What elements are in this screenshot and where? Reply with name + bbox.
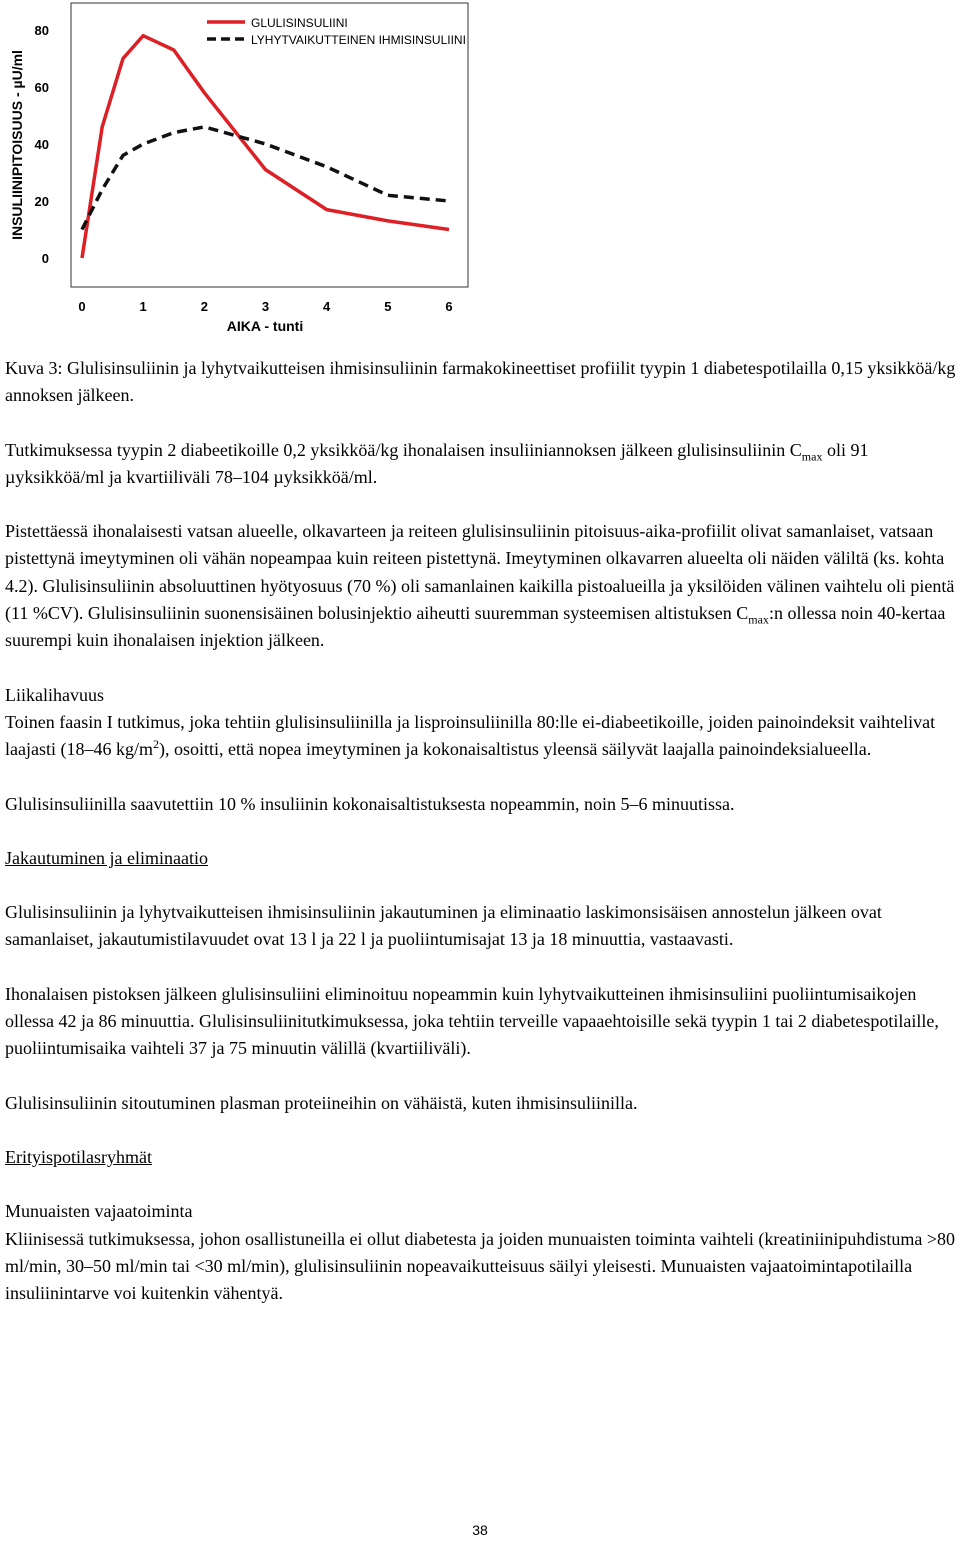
x-tick-label: 1 [139, 299, 147, 314]
heading-special-populations: Erityispotilasryhmät [5, 1146, 152, 1167]
paragraph-injection-sites: Pistettäessä ihonalaisesti vatsan alueelle, olkavarteen ja reiteen glulisinsuliinin pitoisuus-aika-profiilit olivat samanlaiset, vatsaan pistettynä imeytyminen oli vähän nopeampaa kuin reiteen pistettynä. Imeytyminen olkavarren alueelta oli näiden väliltä (ks. kohta 4.2). Glulisinsuliinin absoluuttinen hyötyosuus (70 %) oli samanlainen kaikilla pistoalueilla ja yksilöiden välinen vaihtelu oli pientä (11 %CV). Glulisinsuliinin suonensisäinen bolusinjektio aiheutti suuremman systeemisen altistuksen $C_{max}:n$ ollessa noin 40-kertaa suurempi kuin ihonalaisen injektion jälkeen. [5, 521, 955, 651]
y-tick-label: 20 [34, 194, 49, 209]
y-tick-label: 80 [34, 23, 49, 38]
y-tick-labels [35, 23, 49, 266]
paragraph-cmax: Tutkimuksessa tyypin 2 diabeetikoille 0,2 yksikköä/kg ihonalaisen insuliiniannoksen jälkeen glulisinsuliinin $C_{max}$ oli 91 µyksikköä/ml ja kvartiiliväli 78–104 µyksikköä/ml. [5, 439, 869, 487]
section-obesity: Liikalihavuus Toinen faasin I tutkimus, joka tehtiin glulisinsuliinilla ja lisproinsuliinilla 80:lle ei-diabeetikoille, joiden painoindeksit vaihtelivat laajasti (18–46 $kg/m^2$), osoitti, että nopea imeytyminen ja kokonaisaltistus yleensä säilyvät laajalla painoindeksialueella. [5, 684, 936, 760]
series-line-human-insulin [82, 127, 449, 230]
x-tick-label: 2 [200, 299, 208, 314]
paragraph-exposure: Glulisinsuliinilla saavutettiin 10 % insuliinin kokonaisaltistuksesta nopeammin, noin 5–6 minuutissa. [5, 793, 735, 814]
legend-label-glulisine: GLULISINSULIINI [251, 16, 348, 30]
figure-caption: Kuva 3: Glulisinsuliinin ja lyhytvaikutteisen ihmisinsuliinin farmakokineettiset profiilit tyypin 1 diabetespotilailla 0,15 yksikköä/kg annoksen jälkeen. [5, 358, 956, 406]
x-axis-label: AIKA - tunti [226, 318, 304, 334]
heading-distribution-elimination: Jakautuminen ja eliminaatio [5, 847, 208, 868]
x-tick-label: 6 [445, 299, 453, 314]
subheading-obesity: Liikalihavuus [5, 684, 104, 705]
y-tick-label: 60 [34, 80, 49, 95]
y-tick-label: 0 [41, 251, 49, 266]
y-tick-label: 40 [34, 137, 49, 152]
pk-profile-chart [0, 0, 480, 345]
series-lines [82, 36, 449, 258]
section-renal: Munuaisten vajaatoiminta Kliinisessä tutkimuksessa, johon osallistuneilla ei ollut diabetesta ja joiden munuaisten toiminta vaihteli (kreatiniinipuhdistuma >80 ml/min, 30–50 ml/min tai <30 ml/min), glulisinsuliinin nopeavaikutteisuus säilyi yleisesti. Munuaisten vajaatoimintapotilailla insuliinintarve voi kuitenkin vähentyä. [5, 1201, 956, 1304]
document-body [5, 355, 957, 1334]
x-tick-label: 3 [261, 299, 270, 314]
x-tick-labels [78, 299, 452, 314]
x-tick-label: 4 [323, 299, 331, 314]
paragraph-elimination: Ihonalaisen pistoksen jälkeen glulisinsuliini eliminoituu nopeammin kuin lyhytvaikutteinen ihmisinsuliini puoliintumisaikojen ollessa 42 ja 86 minuuttia. Glulisinsuliinitutkimuksessa, joka tehtiin terveille vapaaehtoisille sekä tyypin 1 tai 2 diabetespotilaille, puoliintumisaika vaihteli 37 ja 75 minuutin välillä (kvartiiliväli). [5, 983, 939, 1059]
x-tick-label: 5 [384, 299, 392, 314]
paragraph-protein-binding: Glulisinsuliinin sitoutuminen plasman proteiineihin on vähäistä, kuten ihmisinsuliinilla. [5, 1092, 638, 1113]
y-axis-label: INSULIINIPITOISUUS - µU/ml [9, 50, 25, 240]
paragraph-distribution: Glulisinsuliinin ja lyhytvaikutteisen ihmisinsuliinin jakautuminen ja eliminaatio laskimonsisäisen annostelun jälkeen ovat samanlaiset, jakautumistilavuudet ovat 13 l ja 22 l ja puoliintumisajat 13 ja 18 minuuttia, vastaavasti. [5, 902, 882, 950]
legend-label-human-insulin: LYHYTVAIKUTTEINEN IHMISINSULIINI [251, 33, 466, 47]
subheading-renal: Munuaisten vajaatoiminta [5, 1201, 193, 1222]
legend [207, 16, 466, 47]
x-tick-label: 0 [78, 299, 86, 314]
page-number: 38 [472, 1522, 488, 1538]
